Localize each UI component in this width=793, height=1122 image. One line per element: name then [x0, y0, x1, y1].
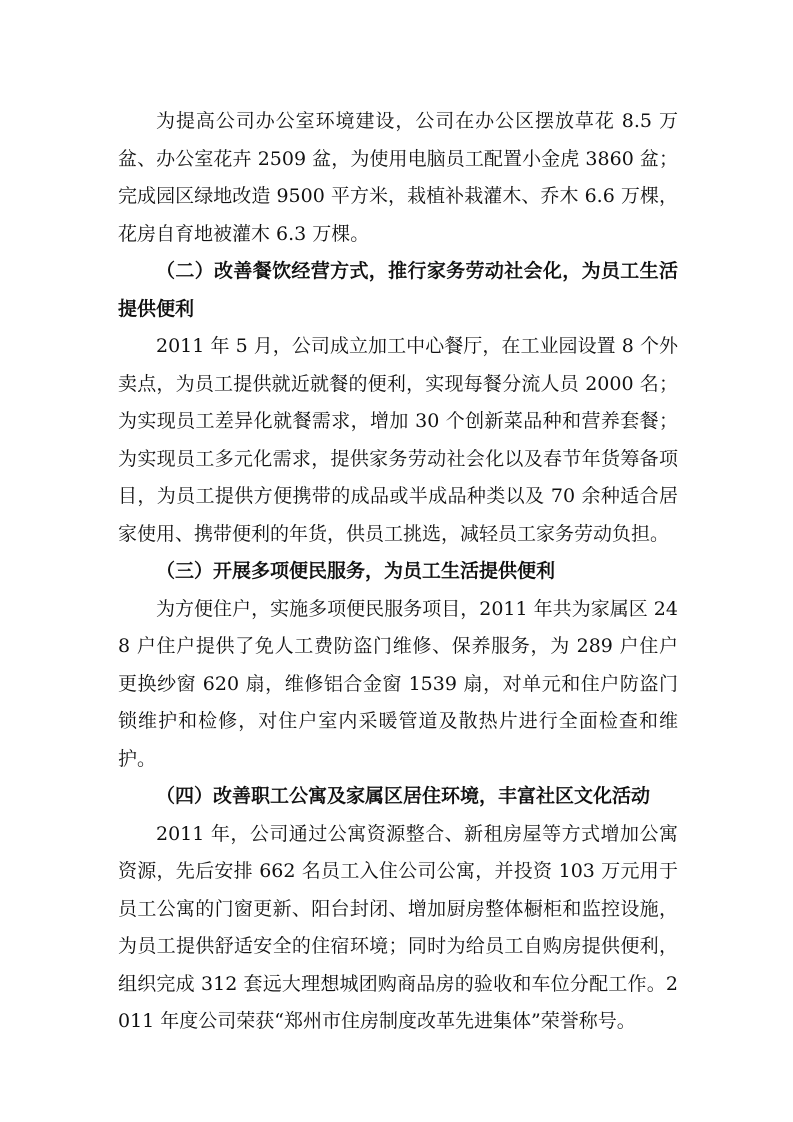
section-heading-convenience-services: （三）开展多项便民服务，为员工生活提供便利	[156, 560, 556, 582]
section-heading-catering: （二）改善餐饮经营方式，推行家务劳动社会化，为员工生活提供便利	[118, 260, 678, 320]
paragraph-catering: 2011 年 5 月，公司成立加工中心餐厅，在工业园设置 8 个外卖点，为员工提供就近就餐的便利，实现每餐分流人员 2000 名；为实现员工差异化就餐需求，增加 30 个创新菜品种和营养套餐；为实现员工多元化需求，提供家务劳动社会化以及春节年货筹备项目，为员工提供方便携带的成品或半成品种类以及 70 余种适合居家使用、携带便利的年货，供员工挑选，减轻员工家务劳动负担。	[118, 335, 678, 545]
section-heading-housing: （四）改善职工公寓及家属区居住环境，丰富社区文化活动	[156, 785, 651, 807]
document-body	[118, 103, 678, 1041]
paragraph-convenience-services: 为方便住户，实施多项便民服务项目，2011 年共为家属区 248 户住户提供了免人工费防盗门维修、保养服务，为 289 户住户更换纱窗 620 扇，维修铝合金窗 1539 扇，对单元和住户防盗门锁维护和检修，对住户室内采暖管道及散热片进行全面检查和维护。	[118, 597, 678, 770]
paragraph-office-environment: 为提高公司办公室环境建设，公司在办公区摆放草花 8.5 万盆、办公室花卉 2509 盆，为使用电脑员工配置小金虎 3860 盆；完成园区绿地改造 9500 平方米，栽植补栽灌木、乔木 6.6 万棵，花房自育地被灌木 6.3 万棵。	[118, 110, 678, 245]
paragraph-housing: 2011 年，公司通过公寓资源整合、新租房屋等方式增加公寓资源，先后安排 662 名员工入住公司公寓，并投资 103 万元用于员工公寓的门窗更新、阳台封闭、增加厨房整体橱柜和监控设施，为员工提供舒适安全的住宿环境；同时为给员工自购房提供便利，组织完成 312 套远大理想城团购商品房的验收和车位分配工作。2011 年度公司荣获“郑州市住房制度改革先进集体”荣誉称号。	[118, 822, 678, 1032]
